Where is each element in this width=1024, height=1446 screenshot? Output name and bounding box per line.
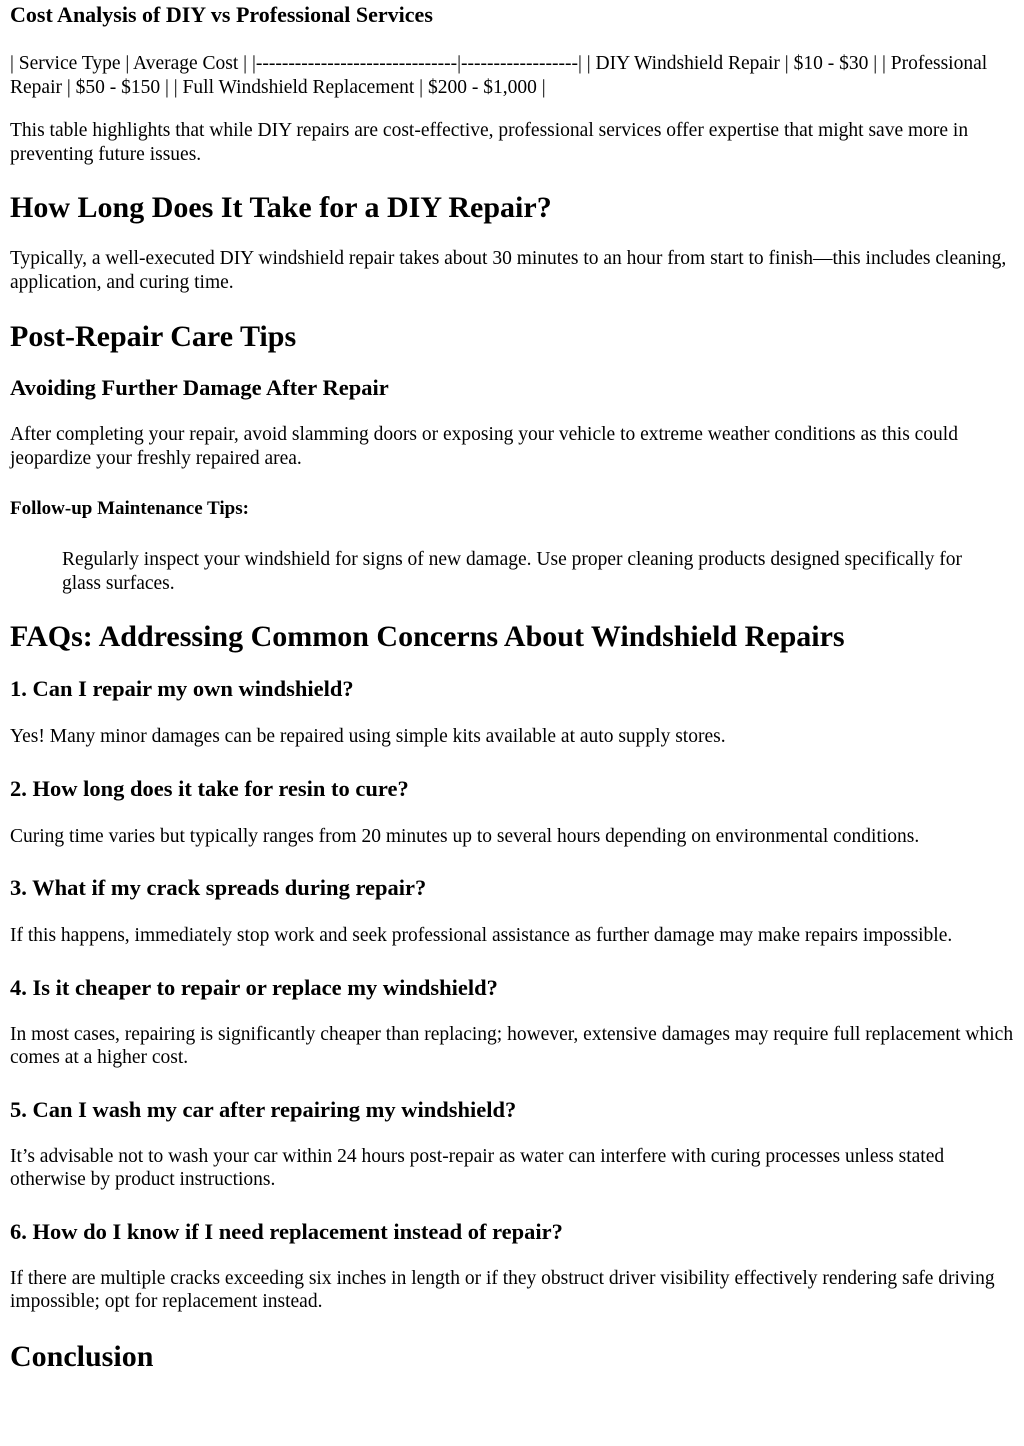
faq-answer: If this happens, immediately stop work and seek professional assistance as further damage may make repairs impossible. <box>10 925 953 946</box>
faq-question: 4. Is it cheaper to repair or replace my windshield? <box>10 974 498 1000</box>
faq-answer: Yes! Many minor damages can be repaired using simple kits available at auto supply stores. <box>10 726 726 747</box>
faq-answer: In most cases, repairing is significantly cheaper than replacing; however, extensive damages may require full replacement which comes at a higher cost. <box>10 1023 1014 1068</box>
faq-question: 2. How long does it take for resin to cure? <box>10 775 409 801</box>
faq-question: 6. How do I know if I need replacement instead of repair? <box>10 1218 563 1244</box>
diy-duration-paragraph: Typically, a well-executed DIY windshield repair takes about 30 minutes to an hour from start to finish—this includes cleaning, application, and curing time. <box>10 248 1007 293</box>
cost-analysis-heading: Cost Analysis of DIY vs Professional Services <box>10 2 433 27</box>
conclusion-heading: Conclusion <box>10 1339 154 1373</box>
followup-tips-heading: Follow-up Maintenance Tips: <box>10 498 249 519</box>
avoid-damage-paragraph: After completing your repair, avoid slamming doors or exposing your vehicle to extreme weather conditions as this could jeopardize your freshly repaired area. <box>10 424 958 469</box>
post-repair-care-heading: Post-Repair Care Tips <box>10 320 297 353</box>
diy-duration-heading: How Long Does It Take for a DIY Repair? <box>10 191 552 224</box>
cost-note-paragraph: This table highlights that while DIY repairs are cost-effective, professional services offer expertise that might save more in preventing future issues. <box>10 120 969 165</box>
followup-tips-quote: Regularly inspect your windshield for signs of new damage. Use proper cleaning products designed specifically for glass surfaces. <box>62 549 962 594</box>
faq-question: 5. Can I wash my car after repairing my windshield? <box>10 1096 517 1122</box>
avoid-damage-heading: Avoiding Further Damage After Repair <box>10 375 389 400</box>
faq-answer: Curing time varies but typically ranges from 20 minutes up to several hours depending on environmental conditions. <box>10 825 920 847</box>
faq-question: 3. What if my crack spreads during repair? <box>10 875 427 900</box>
faq-answer: It’s advisable not to wash your car within 24 hours post-repair as water can interfere with curing processes unless stated otherwise by product instructions. <box>10 1145 945 1190</box>
faq-list <box>10 675 1014 1314</box>
cost-table-text: | Service Type | Average Cost | |-------------------------------|------------------| | DIY Windshield Repair | $10 - $30 | | Professional Repair | $50 - $150 | | Full Windshield Replacement | $200 - $1,000 | <box>10 53 988 98</box>
faq-heading: FAQs: Addressing Common Concerns About Windshield Repairs <box>10 620 845 653</box>
faq-answer: If there are multiple cracks exceeding six inches in length or if they obstruct driver visibility effectively rendering safe driving impossible; opt for replacement instead. <box>10 1267 995 1312</box>
faq-question: 1. Can I repair my own windshield? <box>10 676 354 701</box>
